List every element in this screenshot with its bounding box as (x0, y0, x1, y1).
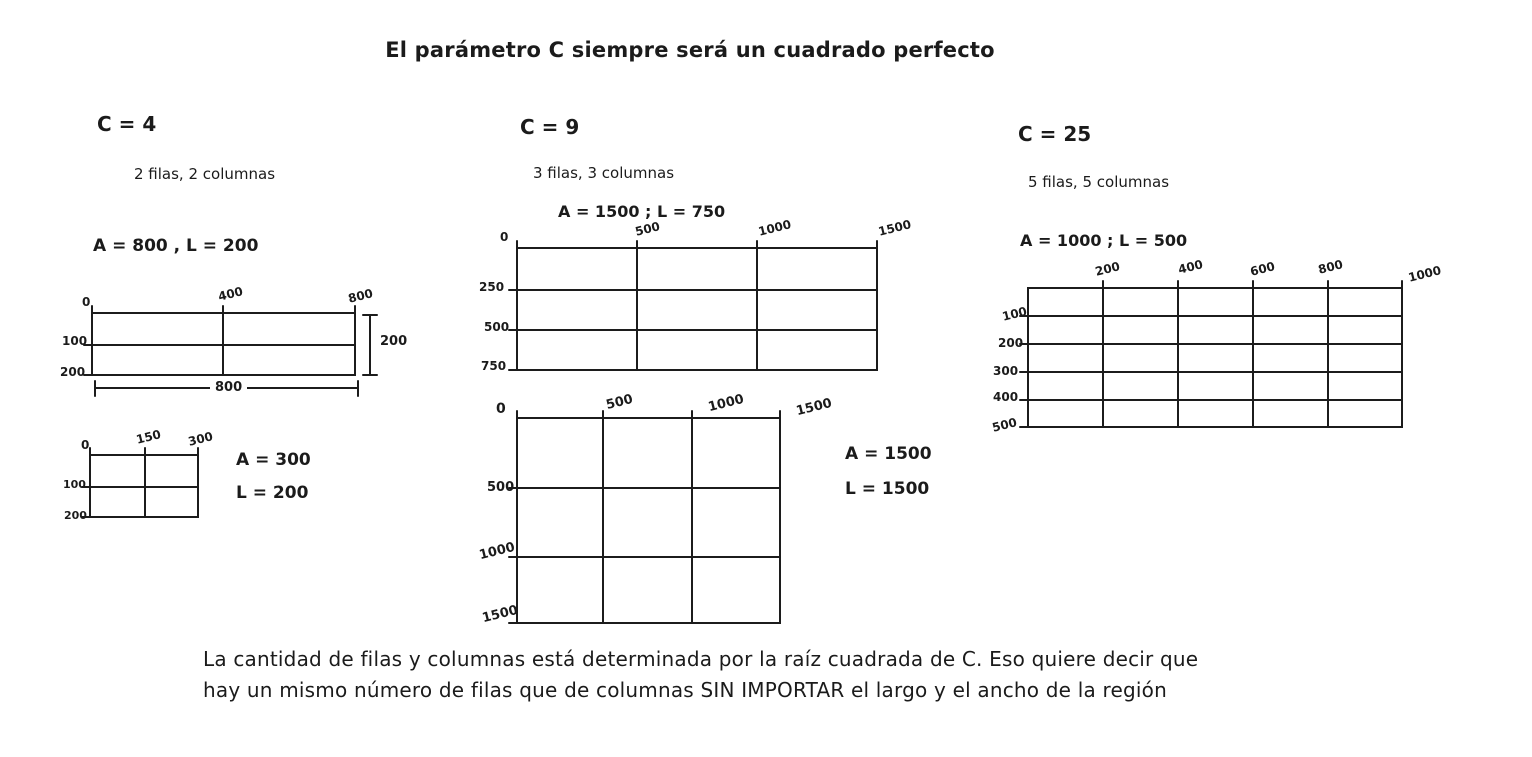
x-tick-label: 0 (81, 438, 90, 452)
c9-grid-1500x750 (460, 218, 930, 383)
annotation-area: A = 1500 (845, 444, 932, 464)
section-c25-rows-cols: 5 filas, 5 columnas (1028, 173, 1170, 191)
c9-grid-1500x1500-drawing (440, 393, 800, 643)
y-tick-label: 250 (479, 280, 505, 294)
x-tick-label: 1500 (876, 217, 913, 239)
c9-grid-1500x1500 (440, 393, 935, 643)
y-tick-label: 1000 (477, 539, 517, 564)
y-tick-label: 200 (64, 509, 87, 522)
footer-line-2: hay un mismo número de filas que de columnas SIN IMPORTAR el largo y el ancho de la región (203, 678, 1167, 702)
y-tick-label: 400 (993, 390, 1019, 404)
x-tick-label: 400 (216, 284, 245, 304)
x-tick-label: 400 (1176, 257, 1205, 277)
x-tick-label: 200 (1093, 259, 1122, 279)
x-tick-label: 0 (82, 295, 91, 309)
x-tick-label: 300 (186, 429, 215, 449)
y-tick-label: 200 (60, 365, 86, 379)
y-tick-label: 500 (484, 320, 510, 334)
y-tick-label: 100 (63, 478, 86, 491)
x-tick-label: 1000 (706, 391, 746, 416)
x-tick-label: 0 (500, 230, 509, 244)
c4-grid-300x200 (55, 428, 355, 533)
x-tick-label: 0 (496, 401, 506, 417)
section-c4-rows-cols: 2 filas, 2 columnas (134, 165, 276, 183)
section-c25-params: A = 1000 ; L = 500 (1020, 231, 1188, 250)
y-tick-label: 100 (62, 334, 88, 348)
c9-grid-1500x750-drawing (460, 218, 930, 383)
dim-width-label: 800 (210, 381, 247, 394)
c4-grid-800x200 (60, 284, 408, 410)
footer-line-1: La cantidad de filas y columnas está determinada por la raíz cuadrada de C. Eso quiere decir que (203, 647, 1199, 671)
annotation-length: L = 1500 (845, 479, 930, 499)
section-c9-params: A = 1500 ; L = 750 (558, 202, 726, 221)
section-c25-heading: C = 25 (1018, 122, 1092, 146)
y-tick-label: 100 (1000, 304, 1029, 324)
annotation-length: L = 200 (236, 483, 309, 503)
c25-grid-1000x500 (968, 255, 1468, 440)
y-tick-label: 500 (990, 415, 1019, 435)
c25-grid-1000x500-drawing (968, 255, 1468, 440)
x-tick-label: 500 (604, 391, 635, 414)
section-c4-heading: C = 4 (97, 112, 157, 136)
x-tick-label: 1500 (794, 395, 834, 420)
section-c9-rows-cols: 3 filas, 3 columnas (533, 164, 675, 182)
y-tick-label: 750 (481, 359, 507, 373)
y-tick-label: 200 (998, 336, 1024, 350)
x-tick-label: 800 (346, 286, 375, 306)
x-tick-label: 1000 (1406, 263, 1443, 285)
y-tick-label: 300 (993, 364, 1019, 378)
x-tick-label: 800 (1316, 257, 1345, 277)
y-tick-label: 1500 (480, 602, 520, 627)
section-c9-heading: C = 9 (520, 115, 580, 139)
x-tick-label: 150 (134, 427, 163, 447)
x-tick-label: 600 (1248, 259, 1277, 279)
x-tick-label: 1000 (756, 217, 793, 239)
footer-note (203, 644, 1198, 706)
x-tick-label: 500 (633, 219, 662, 239)
section-c4-params: A = 800 , L = 200 (93, 236, 259, 256)
annotation-area: A = 300 (236, 450, 311, 470)
page-title: El parámetro C siempre será un cuadrado perfecto (385, 38, 995, 62)
y-tick-label: 500 (487, 480, 515, 495)
dim-height-label: 200 (380, 334, 408, 349)
